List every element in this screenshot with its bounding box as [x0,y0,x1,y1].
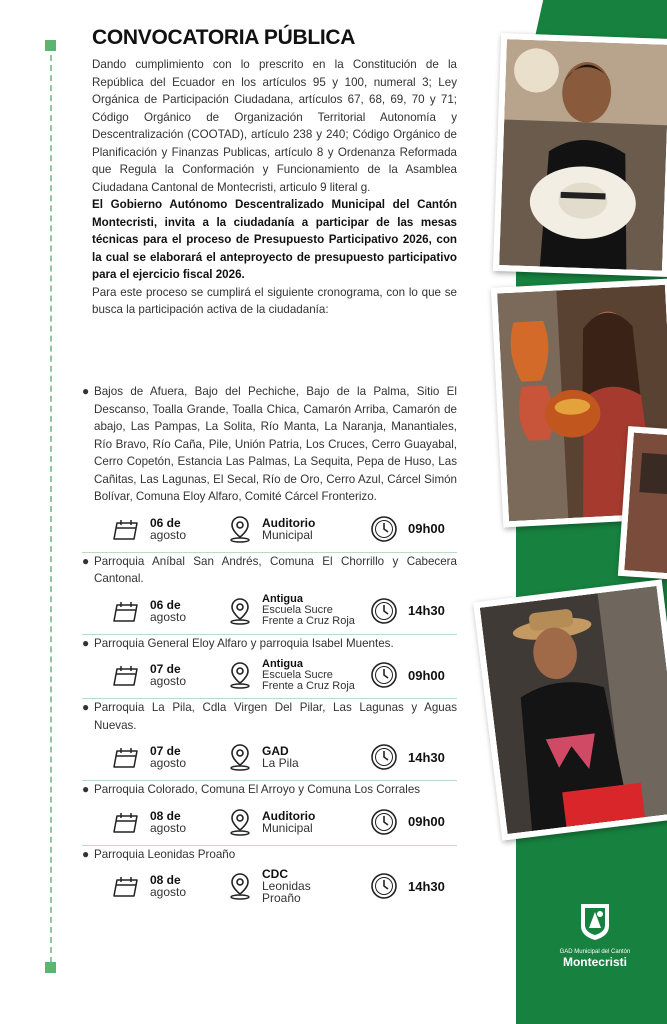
place-name: Antigua [262,593,303,605]
bullet-icon: ● [82,635,90,650]
schedule-details [82,863,457,909]
schedule-details [82,588,457,634]
bullet-icon: ● [82,553,90,568]
schedule-details [82,652,457,698]
schedule-details [82,734,457,780]
calendar-icon [112,517,140,541]
place-detail: Leonidas [262,879,311,893]
schedule-item [82,781,457,846]
bullet-icon: ● [82,384,90,398]
time-value: 09h00 [408,814,445,829]
date-month: agosto [150,674,187,688]
schedule-locations: ● Parroquia La Pila, Cdla Virgen Del Pilar, Las Lagunas y Aguas Nuevas. [82,699,457,734]
calendar-icon [112,745,140,769]
municipal-logo [555,902,635,969]
schedule-locations: ● Bajos de Afuera, Bajo del Pechiche, Bajo de la Palma, Sitio El Descanso, Toalla Grande, Toalla Chica, Camarón Arriba, Camarón de abajo, Las Pampas, La Solita, Río Manta, La Naranja, Manantiales, Río Bravo, Río Caña, Pile, Unión Patria, Los Cruces, Cerro Guayabal, Cerro Copetón, Estancia Las Palmas, La Sequita, Pepa de Huso, Las Cañitas, Las Lagunas, El Secal, Río de Oro, Cerro Azul, Cárcel Simón Bolívar, Comuna Eloy Alfaro, Comité Cárcel Fronterizo. [82,383,457,506]
schedule-place [228,659,370,692]
place-name: CDC [262,867,288,881]
intro-text [92,56,457,319]
schedule-item [82,553,457,635]
place-detail: La Pila [262,756,299,770]
schedule-item [82,699,457,781]
date-day: 07 de [150,662,181,676]
calendar-icon [112,810,140,834]
intro-invitation: El Gobierno Autónomo Descentralizado Municipal del Cantón Montecristi, invita a la ciudadanía a participar de las mesas técnicas para el proceso de Presupuesto Participativo 2026, con la cual se elaborará el anteproyecto de presupuesto participativo para el ejercicio fiscal 2026. [92,198,457,281]
time-value: 14h30 [408,749,445,765]
date-month: agosto [150,820,187,835]
schedule-place [228,808,370,836]
clock-icon [370,872,398,900]
place-detail-2: Frente a Cruz Roja [262,615,355,627]
schedule-date [112,663,228,687]
time-value: 14h30 [408,603,445,618]
logo-caption: GAD Municipal del Cantón [559,949,631,955]
schedule-date [112,599,228,623]
schedule-locations: ● Parroquia Leonidas Proaño [82,846,457,864]
schedule-details [82,506,457,552]
schedule-list [82,383,457,909]
decorative-square-top [45,40,56,51]
intro-closing: Para este proceso se cumplirá el siguiente cronograma, con lo que se busca la participación activa de la ciudadanía: [92,285,457,316]
time-value: 09h00 [408,667,445,683]
place-detail-2: Proaño [262,891,301,905]
schedule-time [370,515,445,543]
calendar-icon [112,663,140,687]
place-name: Auditorio [262,808,316,823]
schedule-place [228,743,370,771]
schedule-place [228,594,370,627]
schedule-place [228,868,370,904]
schedule-time [370,743,445,771]
bullet-icon: ● [82,700,90,714]
date-month: agosto [150,527,187,542]
schedule-date [112,874,228,898]
date-month: agosto [150,756,187,770]
place-detail: Municipal [262,527,313,542]
logo-name: Montecristi [562,955,627,969]
decorative-square-bottom [45,962,56,973]
place-name: Antigua [262,657,303,670]
schedule-date [112,810,228,834]
location-pin-icon [228,597,252,625]
location-pin-icon [228,515,252,543]
place-detail-2: Frente a Cruz Roja [262,679,355,692]
schedule-item [82,383,457,553]
schedule-locations: ● Parroquia Colorado, Comuna El Arroyo y Comuna Los Corrales [82,781,457,799]
schedule-item [82,635,457,700]
place-detail: Municipal [262,820,313,835]
date-month: agosto [150,609,187,624]
intro-legal-basis: Dando cumplimiento con lo prescrito en la Constitución de la República del Ecuador en los artículos 95 y 100, numeral 3; Ley Orgánica de Participación Ciudadana, artículos 67, 68, 69, 70 y 71; Código Orgánico de Organización Territorial Autonomía y Descentralización (COOTAD), artículo 238 y 240; Código Orgánico de Planificación y Finanzas Publicas, artículo 8 y Ordenanza Reformada que Regula la Conformación y Funcionamiento de la Asamblea Ciudadana Cantonal de Montecristi, articulo 9 literal g. [92,58,457,194]
schedule-date [112,517,228,541]
date-day: 08 de [150,873,181,887]
schedule-details [82,799,457,845]
schedule-time [370,872,445,900]
place-name: Auditorio [262,515,316,530]
clock-icon [370,808,398,836]
photo-man-with-hat [473,579,667,840]
date-day: 06 de [150,597,181,612]
photo-woman-with-hat [493,33,667,277]
page-title: CONVOCATORIA PÚBLICA [92,26,356,49]
calendar-icon [112,874,140,898]
coat-of-arms-icon [579,902,611,942]
schedule-time [370,661,445,689]
schedule-locations: ● Parroquia General Eloy Alfaro y parroquia Isabel Muentes. [82,635,457,653]
clock-icon [370,515,398,543]
schedule-locations: ● Parroquia Aníbal San Andrés, Comuna El Chorrillo y Cabecera Cantonal. [82,553,457,588]
clock-icon [370,743,398,771]
schedule-place [228,515,370,543]
location-pin-icon [228,808,252,836]
place-detail: Escuela Sucre [262,604,333,616]
schedule-time [370,597,445,625]
date-day: 08 de [150,808,181,823]
schedule-time [370,808,445,836]
time-value: 14h30 [408,878,445,894]
place-name: GAD [262,744,289,758]
decorative-dotted-line [50,45,52,963]
location-pin-icon [228,661,252,689]
date-day: 06 de [150,515,181,530]
schedule-item [82,846,457,910]
place-detail: Escuela Sucre [262,668,333,681]
bullet-icon: ● [82,782,90,796]
location-pin-icon [228,743,252,771]
schedule-date [112,745,228,769]
time-value: 09h00 [408,521,445,536]
date-month: agosto [150,885,187,899]
bullet-icon: ● [82,846,90,861]
calendar-icon [112,599,140,623]
date-day: 07 de [150,744,181,758]
clock-icon [370,661,398,689]
location-pin-icon [228,872,252,900]
clock-icon [370,597,398,625]
